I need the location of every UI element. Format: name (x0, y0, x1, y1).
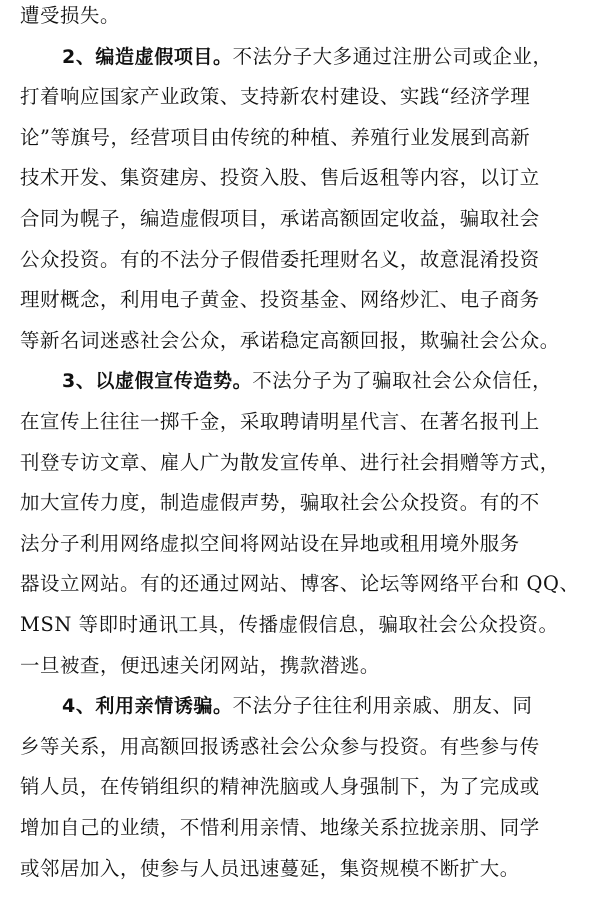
text-line: 理财概念，利用电子黄金、投资基金、网络炒汇、电子商务 (20, 288, 540, 312)
text-line: 遭受损失。 (20, 4, 120, 27)
section-heading: 4、利用亲情诱骗。 (62, 695, 233, 718)
text-span: 不法分子往往利用亲戚、朋友、同 (232, 694, 533, 718)
text-line: 加大宣传力度，制造虚假声势，骗取社会公众投资。有的不 (20, 491, 540, 515)
text-line: 论”等旗号，经营项目由传统的种植、养殖行业发展到高新 (20, 125, 531, 149)
section-heading: 2、编造虚假项目。 (62, 45, 233, 68)
text-line: 乡等关系，用高额回报诱惑社会公众参与投资。有些参与传 (20, 734, 540, 758)
text-line: 等新名词迷惑社会公众，承诺稳定高额回报，欺骗社会公众。 (20, 328, 560, 352)
text-line: 技术开发、集资建房、投资入股、售后返租等内容，以订立 (20, 166, 540, 190)
text-line: MSN 等即时通讯工具，传播虚假信息，骗取社会公众投资。 (20, 613, 559, 636)
text-line (62, 37, 582, 77)
text-line: 法分子利用网络虚拟空间将网站设在异地或租用境外服务 (20, 531, 520, 555)
text-line: 在宣传上往往一掷千金，采取聘请明星代言、在著名报刊上 (20, 410, 540, 433)
text-line (62, 361, 582, 401)
text-line: 刊登专访文章、雇人广为散发宣传单、进行社会捐赠等方式， (20, 450, 560, 474)
section-heading: 3、以虚假宣传造势。 (62, 370, 253, 393)
text-line: 销人员，在传销组织的精神洗脑或人身强制下，为了完成或 (20, 775, 540, 799)
text-line: 增加自己的业绩，不惜利用亲情、地缘关系拉拢亲朋、同学 (20, 816, 540, 839)
text-line: 一旦被查，便迅速关闭网站，携款潜逃。 (20, 653, 380, 677)
text-line: 合同为幌子，编造虚假项目，承诺高额固定收益，骗取社会 (20, 207, 540, 230)
text-line: 公众投资。有的不法分子假借委托理财名义，故意混淆投资 (20, 247, 540, 271)
text-line (62, 686, 582, 726)
text-line: 打着响应国家产业政策、支持新农村建设、实践“经济学理 (20, 85, 531, 109)
text-line: 器设立网站。有的还通过网站、博客、论坛等网络平台和 QQ、 (20, 572, 580, 596)
text-span: 不法分子大多通过注册公司或企业， (232, 44, 553, 68)
text-line: 或邻居加入，使参与人员迅速蔓延，集资规模不断扩大。 (20, 856, 520, 880)
text-span: 不法分子为了骗取社会公众信任， (252, 369, 553, 393)
